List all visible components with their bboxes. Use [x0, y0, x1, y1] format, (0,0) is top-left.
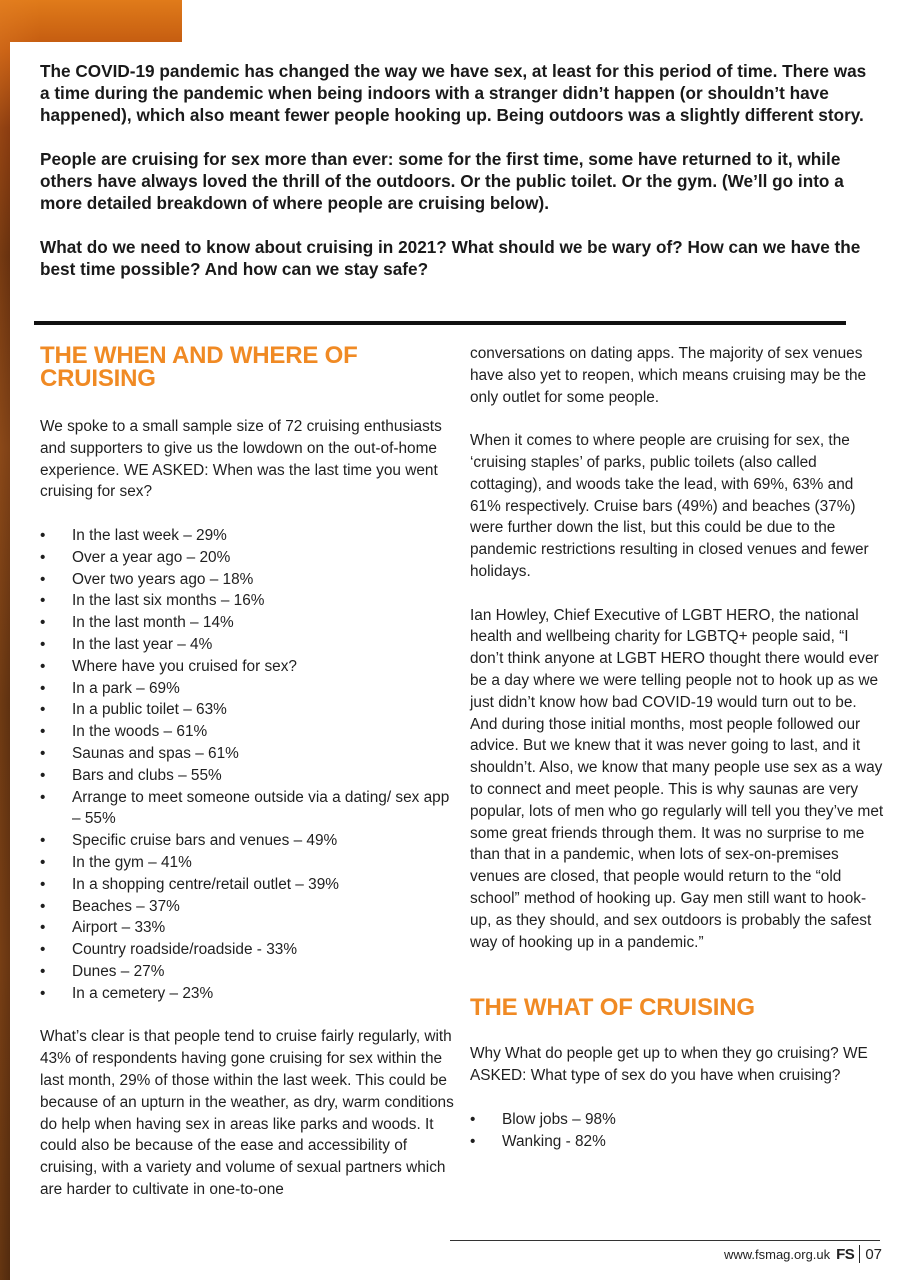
survey-intro-paragraph: We spoke to a small sample size of 72 cruising enthusiasts and supporters to give us the lowdown on the out-of-home experience. WE ASKED: When was the last time you went cruising for sex?: [40, 418, 442, 501]
survey-results-list: [40, 525, 455, 1005]
quote-paragraph: Ian Howley, Chief Executive of LGBT HERO, the national health and wellbeing charity for LGBTQ+ people said, “I don’t think anyone at LGBT HERO thought there would ever be a day where we were telling people not to hook up as we just didn’t know how bad COVID-19 would turn out to be. And during those initial months, most people followed our advice. But we knew that it was never going to last, and it shouldn’t. Also, we know that many people use sex as a way to connect and meet people. This is why saunas are very popular, lots of men who go regularly will tell you they’ve met some great friends through them. It was no surprise to me than that in a pandemic, when lots of sex-on-premises venues are closed, that people would return to the “old school” method of hooking up. Gay men still want to hook-up, as they should, and sex outdoors is probably the safest way of hooking up in a pandemic.”: [470, 606, 884, 951]
page-number: 07: [865, 1245, 882, 1263]
footer-separator: [859, 1245, 860, 1263]
list-item: • In the last year – 4%: [40, 634, 455, 656]
body-paragraph: conversations on dating apps. The majority of sex venues have also yet to reopen, which means cruising may be the only outlet for some people.: [470, 345, 867, 406]
footer-rule: [450, 1240, 880, 1241]
list-item: • In a cemetery – 23%: [40, 983, 455, 1005]
list-item: • Bars and clubs – 55%: [40, 765, 455, 787]
left-column: [40, 344, 455, 1222]
list-item: • In the woods – 61%: [40, 721, 455, 743]
list-item: • Wanking - 82%: [470, 1131, 885, 1153]
section-heading-what: THE WHAT OF CRUISING: [470, 994, 755, 1022]
right-column: [470, 343, 885, 1174]
intro-paragraph: The COVID-19 pandemic has changed the way we have sex, at least for this period of time. There was a time during the pandemic when being indoors with a stranger didn’t happen (or shouldn’t have happened), which also meant fewer people hooking up. Being outdoors was a slightly different story.: [40, 61, 867, 125]
list-item: • In the last month – 14%: [40, 612, 455, 634]
list-item: • Airport – 33%: [40, 917, 455, 939]
section-heading-when-where: THE WHEN AND WHERE OF CRUISING: [40, 342, 358, 392]
question-paragraph: Why What do people get up to when they go cruising? WE ASKED: What type of sex do you have when cruising?: [470, 1045, 868, 1085]
list-item: • In a shopping centre/retail outlet – 39%: [40, 874, 455, 896]
list-item: • Dunes – 27%: [40, 961, 455, 983]
list-item: • In the last six months – 16%: [40, 590, 455, 612]
list-item: • Blow jobs – 98%: [470, 1109, 885, 1131]
list-item: • Where have you cruised for sex?: [40, 656, 455, 678]
list-item: • In the last week – 29%: [40, 525, 455, 547]
list-item: • In a public toilet – 63%: [40, 699, 455, 721]
page-footer: [724, 1244, 882, 1264]
intro-paragraph: People are cruising for sex more than ever: some for the first time, some have returned to it, while others have always loved the thrill of the outdoors. Or the public toilet. Or the gym. (We’ll go into a more detailed breakdown of where people are cruising below).: [40, 149, 844, 213]
list-item: • Over two years ago – 18%: [40, 569, 455, 591]
footer-url[interactable]: www.fsmag.org.uk: [723, 1246, 831, 1262]
list-item: • In a park – 69%: [40, 678, 455, 700]
top-white-strip: [182, 0, 922, 42]
list-item: • Beaches – 37%: [40, 896, 455, 918]
intro-paragraph: What do we need to know about cruising in 2021? What should we be wary of? How can we have the best time possible? And how can we stay safe?: [40, 237, 861, 279]
list-item: • Arrange to meet someone outside via a dating/ sex app – 55%: [40, 787, 455, 831]
analysis-paragraph: What’s clear is that people tend to cruise fairly regularly, with 43% of respondents having gone cruising for sex within the last month, 29% of those within the last week. This could be because of an upturn in the weather, as dry, warm conditions do help when having sex in areas like parks and woods. It could also be because of the ease and accessibility of cruising, with a variety and volume of sexual partners which are harder to cultivate in one-to-one: [40, 1028, 454, 1198]
fs-logo: FS: [836, 1245, 855, 1263]
list-item: • Country roadside/roadside - 33%: [40, 939, 455, 961]
body-paragraph: When it comes to where people are cruising for sex, the ‘cruising staples’ of parks, public toilets (also called cottaging), and woods take the lead, with 69%, 63% and 61% respectively. Cruise bars (49%) and beaches (37%) were further down the list, but this could be due to the pandemic restrictions resulting in closed venues and fewer holidays.: [470, 432, 869, 580]
list-item: • Saunas and spas – 61%: [40, 743, 455, 765]
list-item: • Over a year ago – 20%: [40, 547, 455, 569]
sex-type-list: [470, 1109, 885, 1153]
intro-block: [40, 60, 880, 302]
list-item: • Specific cruise bars and venues – 49%: [40, 830, 455, 852]
list-item: • In the gym – 41%: [40, 852, 455, 874]
section-divider: [34, 321, 846, 325]
